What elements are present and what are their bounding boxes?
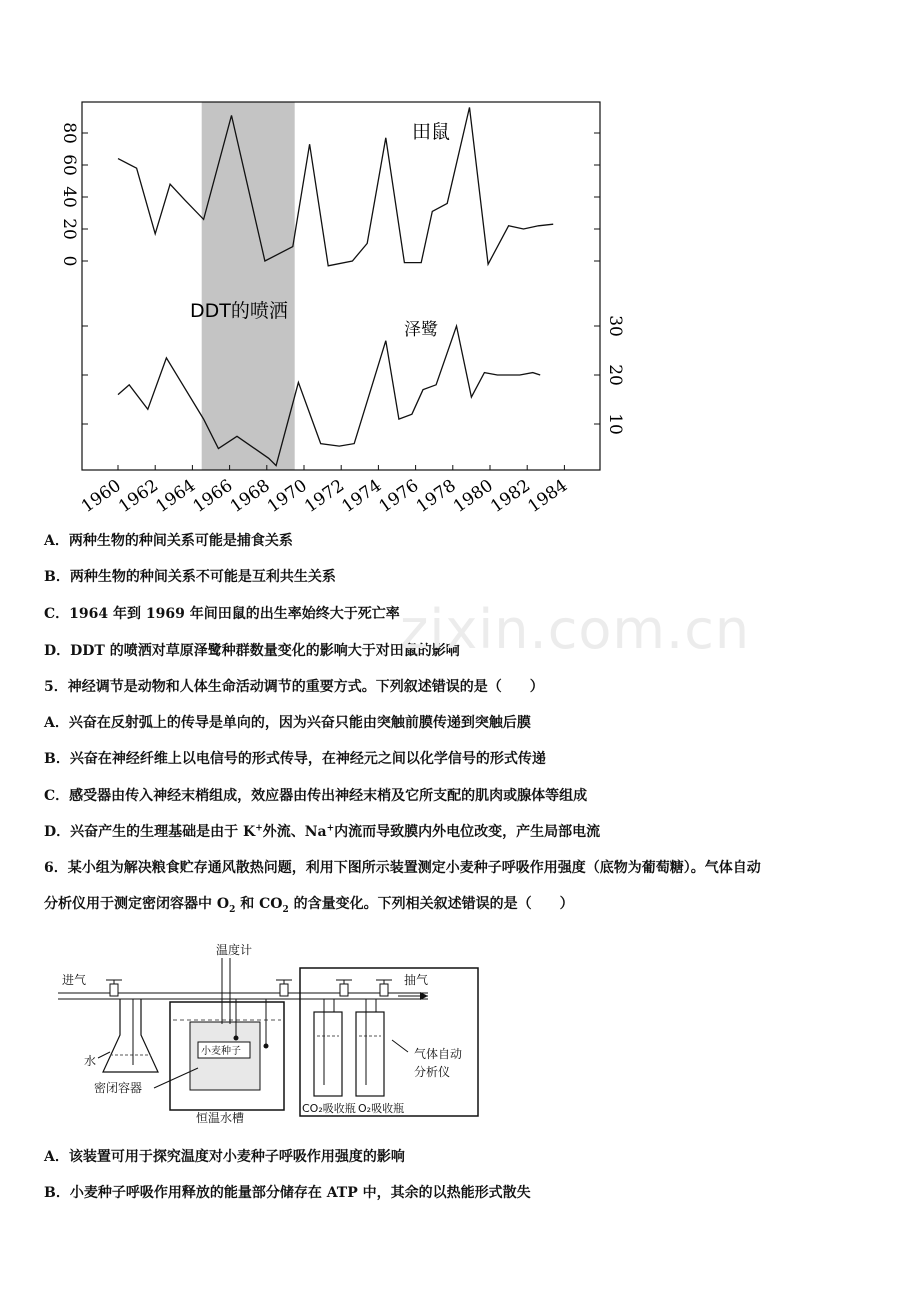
x-tick-label: 1976: [375, 475, 423, 517]
x-tick-label: 1982: [487, 475, 535, 517]
x-tick-label: 1966: [189, 475, 237, 517]
series-upper-label: 田鼠: [412, 121, 451, 143]
upper-tick-label: 60: [59, 154, 79, 176]
q6-stem-line2: [44, 893, 574, 913]
x-tick-label: 1972: [301, 475, 349, 517]
co2-absorption-bottle: [314, 1012, 342, 1096]
label-analyzer-2: 分析仪: [414, 1065, 451, 1079]
label-container: 密闭容器: [94, 1081, 143, 1095]
population-chart: [40, 92, 625, 530]
q5d-text-3: 内流而导致膜内外电位改变，产生局部电流: [334, 824, 601, 840]
series-upper-line: [118, 107, 553, 265]
x-tick-label: 1960: [77, 475, 125, 517]
q6-sub-2: 2: [282, 904, 289, 915]
upper-tick-label: 40: [59, 186, 79, 208]
label-inlet: 进气: [62, 973, 87, 987]
upper-tick-label: 80: [59, 122, 79, 144]
apparatus-svg: [58, 940, 498, 1125]
q5d-sup-2: +: [326, 823, 335, 834]
upper-tick-label: 0: [59, 255, 79, 267]
upper-tick-label: 20: [59, 218, 79, 240]
valve-icons: [106, 980, 392, 996]
q5-option-a: A．兴奋在反射弧上的传导是单向的，因为兴奋只能由突触前膜传递到突触后膜: [44, 715, 531, 731]
chart-frame: [82, 102, 600, 470]
q6-text-3: 的含量变化。下列相关叙述错误的是（ ）: [288, 896, 574, 912]
q4-option-b: B．两种生物的种间关系不可能是互利共生关系: [44, 569, 336, 585]
probe-bulb: [264, 1044, 269, 1049]
label-seeds: 小麦种子: [201, 1046, 241, 1057]
water-flask: [103, 999, 158, 1072]
lower-tick-label: 10: [605, 413, 625, 435]
q5d-text-1: D．兴奋产生的生理基础是由于 K: [44, 824, 256, 840]
x-tick-label: 1984: [524, 475, 572, 517]
x-tick-label: 1980: [449, 475, 497, 517]
q4-option-c: C．1964 年到 1969 年间田鼠的出生率始终大于死亡率: [44, 606, 400, 622]
series-lower-line: [118, 326, 540, 466]
lower-tick-label: 20: [605, 364, 625, 386]
thermometer-icon: [222, 958, 230, 1024]
q6-option-a: A．该装置可用于探究温度对小麦种子呼吸作用强度的影响: [44, 1149, 405, 1165]
lower-tick-label: 30: [605, 315, 625, 337]
x-tick-label: 1974: [338, 475, 386, 517]
q5-stem: 5．神经调节是动物和人体生命活动调节的重要方式。下列叙述错误的是（ ）: [44, 679, 544, 695]
q5-option-b: B．兴奋在神经纤维上以电信号的形式传导，在神经元之间以化学信号的形式传递: [44, 751, 546, 767]
series-lower-label: 泽鹭: [404, 320, 438, 340]
watermark: zixin.com.cn: [400, 598, 751, 661]
q5-option-c: C．感受器由传入神经末梢组成，效应器由传出神经末梢及它所支配的肌肉或腺体等组成: [44, 788, 588, 804]
x-tick-label: 1962: [115, 475, 163, 517]
q6-text-1: 分析仪用于测定密闭容器中 O: [44, 896, 230, 912]
x-tick-label: 1968: [226, 475, 274, 517]
label-outlet: 抽气: [404, 973, 429, 987]
label-co2-bottle: CO₂吸收瓶: [302, 1102, 356, 1115]
q6-stem-line1: 6．某小组为解决粮食贮存通风散热问题，利用下图所示装置测定小麦种子呼吸作用强度（底物为葡萄糖）。气体自动: [44, 860, 761, 876]
q5-option-d: [44, 821, 600, 841]
x-tick-label: 1970: [263, 475, 311, 517]
o2-absorption-bottle: [356, 1012, 384, 1096]
label-water: 水: [84, 1054, 97, 1068]
analyzer-box: [300, 968, 478, 1116]
q6-text-2: 和 CO: [235, 896, 283, 912]
q4-option-a: A．两种生物的种间关系可能是捕食关系: [44, 533, 293, 549]
label-analyzer-1: 气体自动: [414, 1047, 463, 1061]
q4-option-d: D．DDT 的喷洒对草原泽鹭种群数量变化的影响大于对田鼠的影响: [44, 643, 460, 659]
label-bath: 恒温水槽: [196, 1111, 245, 1125]
label-o2-bottle: O₂吸收瓶: [358, 1102, 405, 1115]
q6-sub-1: 2: [229, 904, 236, 915]
label-thermometer: 温度计: [216, 943, 253, 957]
q6-option-b: B．小麦种子呼吸作用释放的能量部分储存在 ATP 中，其余的以热能形式散失: [44, 1185, 531, 1201]
ddt-shaded-band: [202, 102, 295, 470]
q5d-text-2: 外流、Na: [262, 824, 327, 840]
ddt-band-label: DDT的喷洒: [190, 300, 288, 322]
x-tick-label: 1978: [412, 475, 460, 517]
apparatus-diagram: [58, 940, 498, 1125]
thermometer-bulb: [234, 1036, 239, 1041]
q5d-sup-1: +: [255, 823, 263, 834]
x-tick-label: 1964: [152, 475, 200, 517]
population-chart-svg: [40, 92, 625, 530]
